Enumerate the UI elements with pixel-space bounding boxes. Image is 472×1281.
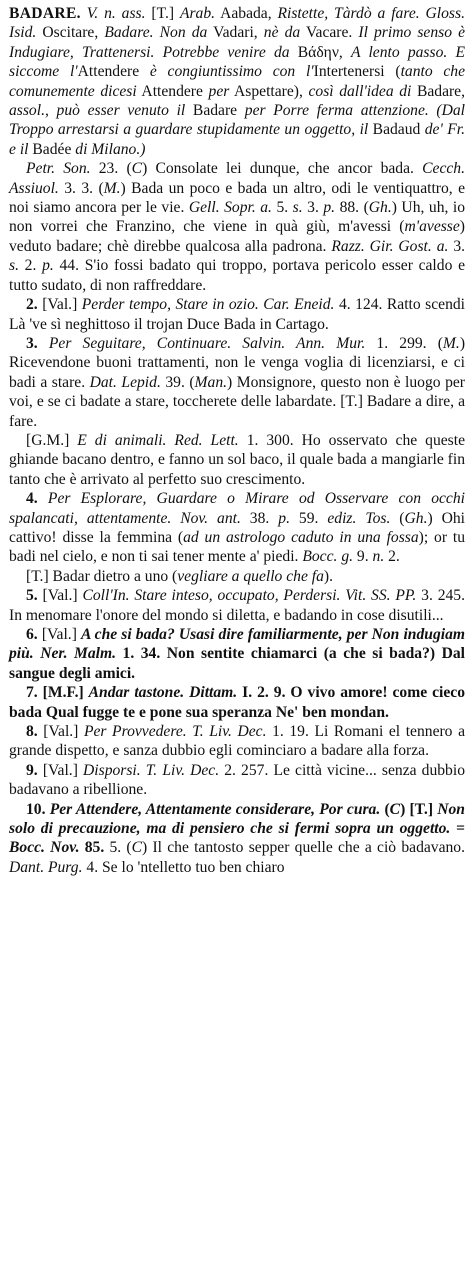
entry-definition: BADARE. V. n. ass. [T.] Arab. Aabada, Ristette, Tàrdò a fare. Gloss. Isid. Oscitare, Badare. Non da Vadari, nè da Vacare. Il primo senso è Indugiare, Trattenersi. Potrebbe venire da Βάδην, A lento passo. E siccome l'Attendere è congiuntissimo con l'Intertenersi (tanto che comunemente dicesi Attendere per Aspettare), così dall'idea di Badare, assol., può esser venuto il Badare per Porre ferma attenzione. (Dal Troppo arrestarsi a guardare stupidamente un oggetto, il Badaud de' Fr. e il Badée di Milano.) xyxy=(9,5,466,158)
dictionary-entry-badare xyxy=(9,4,465,877)
sense-3: 3. Per Seguitare, Continuare. Salvin. Ann. Mur. 1. 299. (M.) Ricevendone buoni trattamenti, non le venga voglia di licenziarsi, e ci badi a stare. Dat. Lepid. 39. (Man.) Monsignore, questo non è luogo per voi, e se ci badate a stare, toccherete delle labardate. [T.] Badare a dire, a fare. xyxy=(9,334,466,430)
sense-4: 4. Per Esplorare, Guardare o Mirare od Osservare con occhi spalancati, attentamente. Nov. ant. 38. p. 59. ediz. Tos. (Gh.) Ohi cattivo! disse la femmina (ad un astrologo caduto in una fossa); or tu badi nel cielo, e non ti sai tener mente a' piedi. Bocc. g. 9. n. 2. xyxy=(9,490,466,566)
sense-7: 7. [M.F.] Andar tastone. Dittam. I. 2. 9. O vivo amore! come cieco bada Qual fugge te e pone sua speranza Ne' ben mondan. xyxy=(9,684,465,721)
sense-10: 10. Per Attendere, Attentamente considerare, Por cura. (C) [T.] Non solo di precauzione, ma di pensiero che si fermi sopra un oggetto. = Bocc. Nov. 85. 5. (C) Il che tantosto sepper quelle che a ciò badavano. Dant. Purg. 4. Se lo 'ntelletto tuo ben chiaro xyxy=(9,800,465,876)
sense-5: 5. [Val.] Coll'In. Stare inteso, occupato, Perdersi. Vit. SS. PP. 3. 245. In menomare l'onore del mondo si diletta, e badando in cose disutili... xyxy=(9,587,465,624)
sense-4-note: [T.] Badar dietro a uno (vegliare a quello che fa). xyxy=(26,567,334,585)
sense-3-animals: [G.M.] E di animali. Red. Lett. 1. 300. Ho osservato che queste ghiande bacano dentro, e fanno un sol baco, il quale bada a mangiarle fin tanto che è arrivato al perfetto suo crescimento. xyxy=(9,431,465,488)
sense-2: 2. [Val.] Perder tempo, Stare in ozio. Car. Eneid. 4. 124. Ratto scendi Là 've sì neghittoso il trojan Duce Bada in Cartago. xyxy=(9,296,465,333)
sense-8: 8. [Val.] Per Provvedere. T. Liv. Dec. 1. 19. Li Romani el tennero a grande dispetto, e sanza dubbio egli cominciaro a badare alla forza. xyxy=(9,723,465,760)
sense-9: 9. [Val.] Disporsi. T. Liv. Dec. 2. 257. Le città vicine... senza dubbio badavano a ribellione. xyxy=(9,761,465,799)
sense-1-citations: Petr. Son. 23. (C) Consolate lei dunque, che ancor bada. Cecch. Assiuol. 3. 3. (M.) Bada un poco e bada un altro, odi le ventiquattro, e noi siamo ancora per le vie. Gell. Sopr. a. 5. s. 3. p. 88. (Gh.) Uh, uh, io non vorrei che Franzino, che viene in quà giù, m'avessi (m'avesse) veduto badare; chè direbbe qualcosa alla padrona. Razz. Gir. Gost. a. 3. s. 2. p. 44. S'io fossi badato qui troppo, portava pericolo esser caldo e tutto sudato, di non raffreddare. xyxy=(9,160,466,294)
sense-6: 6. [Val.] A che si bada? Usasi dire familiarmente, per Non indugiam più. Ner. Malm. 1. 34. Non sentite chiamarci (a che si bada?) Dal sangue degli amici. xyxy=(9,626,465,682)
